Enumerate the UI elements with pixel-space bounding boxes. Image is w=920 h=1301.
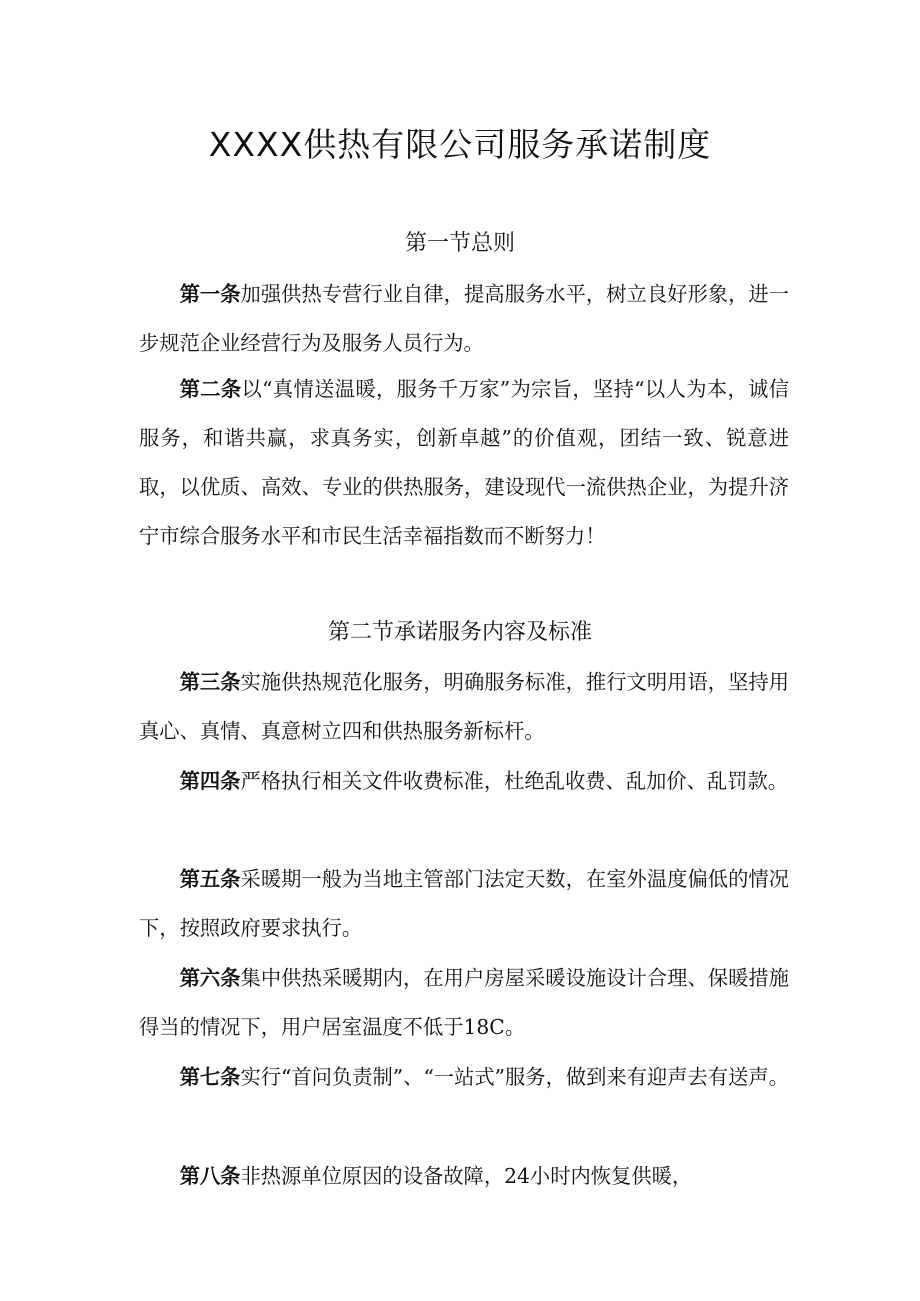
article-text: 以“真情送温暖，服务千万家”为宗旨，坚持“以人为本，诚信服务，和谐共赢，求真务实，创新卓越”的价值观，团结一致、锐意进取，以优质、高效、专业的供热服务，建设现代一流供热企业，为提升济宁市综合服务水平和市民生活幸福指数而不断努力！ [139, 377, 789, 548]
article-text: 实施供热规范化服务，明确服务标准，推行文明用语，坚持用真心、真情、真意树立四和供热服务新标杆。 [139, 670, 789, 743]
article-label: 第七条 [179, 1065, 241, 1089]
article-text: 加强供热专营行业自律，提高服务水平，树立良好形象，进一步规范企业经营行为及服务人员行为。 [139, 282, 789, 355]
section-heading-service-standards: 第二节承诺服务内容及标准 [327, 620, 592, 645]
article-label: 第六条 [179, 966, 241, 990]
article-8 [139, 1152, 789, 1201]
article-text: 集中供热采暖期内，在用户房屋采暖设施设计合理、保暖措施得当的情况下，用户居室温度不低于18C。 [139, 966, 789, 1039]
article-text: 实行“首问负责制”、“一站式”服务，做到来有迎声去有送声。 [240, 1065, 789, 1089]
article-6 [139, 954, 789, 1052]
article-label: 第三条 [179, 670, 241, 694]
article-label: 第二条 [179, 377, 242, 401]
article-label: 第四条 [179, 769, 241, 793]
article-3 [139, 658, 789, 756]
article-text: 非热源单位原因的设备故障，24小时内恢复供暖， [240, 1164, 693, 1188]
article-label: 第五条 [179, 867, 241, 891]
document-title: XXXX供热有限公司服务承诺制度 [208, 125, 712, 164]
article-5 [139, 855, 789, 953]
article-2 [139, 365, 789, 561]
article-7 [139, 1053, 789, 1102]
article-1 [139, 270, 789, 368]
article-label: 第八条 [179, 1164, 241, 1188]
article-label: 第一条 [179, 282, 241, 306]
section-heading-general: 第一节总则 [404, 231, 515, 256]
article-text: 严格执行相关文件收费标准，杜绝乱收费、乱加价、乱罚款。 [240, 769, 789, 793]
article-4 [139, 757, 789, 806]
article-text: 采暖期一般为当地主管部门法定天数，在室外温度偏低的情况下，按照政府要求执行。 [139, 867, 789, 940]
